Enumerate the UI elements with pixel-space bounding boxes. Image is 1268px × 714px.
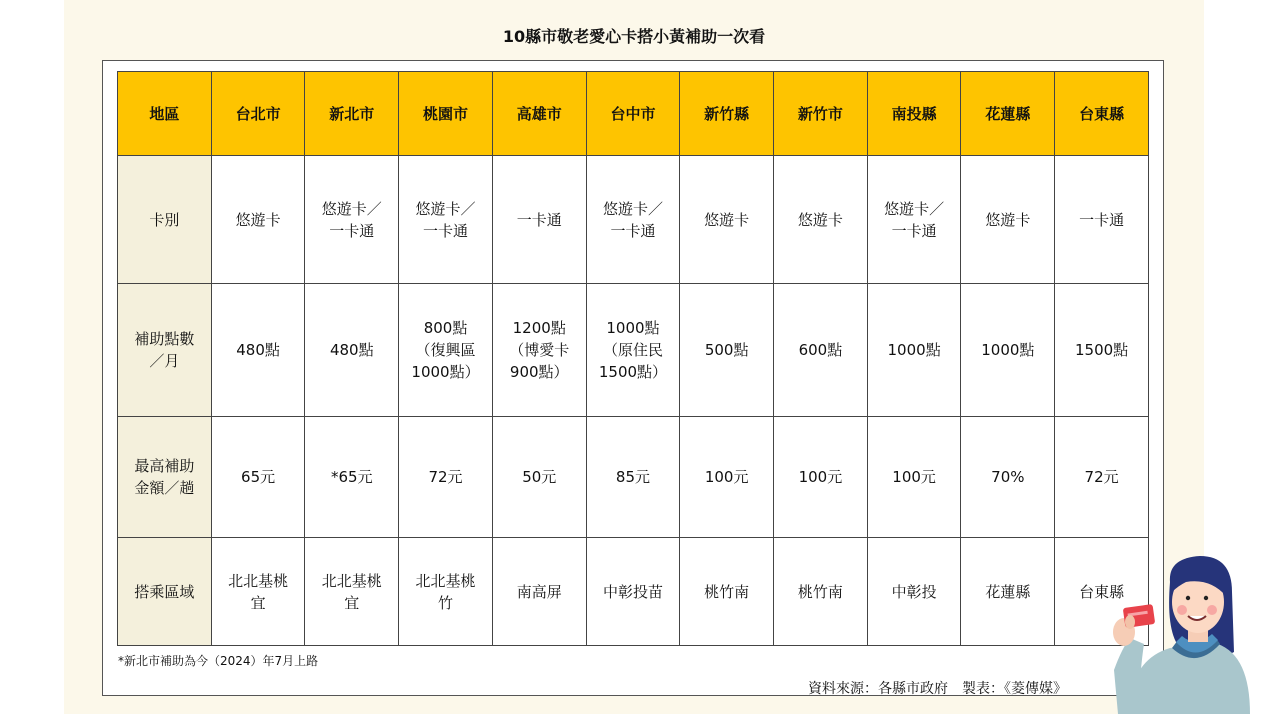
table-cell: *65元 xyxy=(305,417,399,538)
region-header: 台北市 xyxy=(211,72,305,156)
table-cell: 1000點 xyxy=(867,284,961,417)
table-cell: 100元 xyxy=(680,417,774,538)
footnote: *新北市補助為今（2024）年7月上路 xyxy=(118,654,319,668)
table-cell: 中彰投苗 xyxy=(586,538,680,646)
table-cell: 600點 xyxy=(774,284,868,417)
table-cell: 北北基桃 宜 xyxy=(305,538,399,646)
table-cell: 悠遊卡／ 一卡通 xyxy=(305,156,399,284)
region-header: 南投縣 xyxy=(867,72,961,156)
table-cell: 悠遊卡 xyxy=(680,156,774,284)
table-cell: 480點 xyxy=(211,284,305,417)
table-cell: 1500點 xyxy=(1055,284,1149,417)
table-row xyxy=(118,284,1149,417)
table-cell: 一卡通 xyxy=(492,156,586,284)
row-label: 最高補助 金額／趟 xyxy=(118,417,212,538)
region-header: 高雄市 xyxy=(492,72,586,156)
corner-header: 地區 xyxy=(118,72,212,156)
table-cell: 悠遊卡／ 一卡通 xyxy=(399,156,493,284)
region-header: 新北市 xyxy=(305,72,399,156)
table-cell: 北北基桃 宜 xyxy=(211,538,305,646)
table-cell: 100元 xyxy=(867,417,961,538)
table-cell: 1200點 （博愛卡 900點） xyxy=(492,284,586,417)
table-cell: 悠遊卡／ 一卡通 xyxy=(867,156,961,284)
header-row xyxy=(118,72,1149,156)
table-cell: 72元 xyxy=(1055,417,1149,538)
table-cell: 65元 xyxy=(211,417,305,538)
table-cell: 台東縣 xyxy=(1055,538,1149,646)
table-cell: 南高屏 xyxy=(492,538,586,646)
row-label: 補助點數 ／月 xyxy=(118,284,212,417)
table-cell: 85元 xyxy=(586,417,680,538)
table-cell: 100元 xyxy=(774,417,868,538)
subsidy-table xyxy=(117,71,1149,646)
table-cell: 一卡通 xyxy=(1055,156,1149,284)
table-cell: 800點 （復興區 1000點） xyxy=(399,284,493,417)
table-cell: 北北基桃 竹 xyxy=(399,538,493,646)
table-cell: 中彰投 xyxy=(867,538,961,646)
row-label: 搭乘區域 xyxy=(118,538,212,646)
region-header: 台中市 xyxy=(586,72,680,156)
table-cell: 70% xyxy=(961,417,1055,538)
table-cell: 1000點 （原住民 1500點） xyxy=(586,284,680,417)
table-cell: 悠遊卡 xyxy=(211,156,305,284)
table-cell: 500點 xyxy=(680,284,774,417)
table-cell: 72元 xyxy=(399,417,493,538)
table-cell: 50元 xyxy=(492,417,586,538)
table-cell: 桃竹南 xyxy=(680,538,774,646)
source-credit: 資料來源：各縣市政府 製表：《菱傳媒》 xyxy=(808,681,1067,697)
table-cell: 1000點 xyxy=(961,284,1055,417)
table-cell: 花蓮縣 xyxy=(961,538,1055,646)
table-cell: 悠遊卡／ 一卡通 xyxy=(586,156,680,284)
woman-holding-card-icon xyxy=(1100,552,1252,714)
table-row xyxy=(118,538,1149,646)
region-header: 新竹市 xyxy=(774,72,868,156)
table-row xyxy=(118,417,1149,538)
row-label: 卡別 xyxy=(118,156,212,284)
region-header: 桃園市 xyxy=(399,72,493,156)
table-cell: 桃竹南 xyxy=(774,538,868,646)
region-header: 花蓮縣 xyxy=(961,72,1055,156)
table-cell: 悠遊卡 xyxy=(774,156,868,284)
region-header: 台東縣 xyxy=(1055,72,1149,156)
table-cell: 悠遊卡 xyxy=(961,156,1055,284)
region-header: 新竹縣 xyxy=(680,72,774,156)
page-title: 10縣市敬老愛心卡搭小黃補助一次看 xyxy=(502,27,766,46)
table-row xyxy=(118,156,1149,284)
table-cell: 480點 xyxy=(305,284,399,417)
